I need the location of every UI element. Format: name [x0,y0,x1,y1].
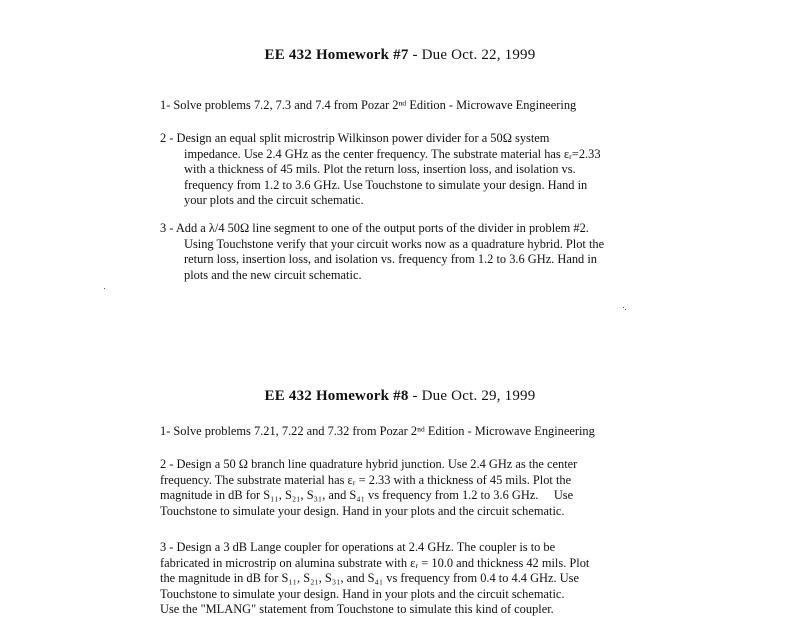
hw7-item-2-line: frequency from 1.2 to 3.6 GHz. Use Touchstone to simulate your design. Hand in [184,177,588,192]
hw8-item-2 [160,457,577,519]
hw7-item-3-line: plots and the new circuit schematic. [184,267,362,282]
scan-speck [625,309,626,310]
hw8-item-2-line: 2 - Design a 50 Ω branch line quadrature hybrid junction. Use 2.4 GHz as the center [160,457,578,471]
hw7-item-3-line: Using Touchstone verify that your circuit works now as a quadrature hybrid. Plot the [184,236,605,251]
hw7-item-2-line: 2 - Design an equal split microstrip Wilkinson power divider for a 50Ω system [160,131,550,145]
hw8-item-1-line: 1- Solve problems 7.21, 7.22 and 7.32 from Pozar 2ⁿᵈ Edition - Microwave Engineering [160,424,595,438]
scan-speck [623,307,624,308]
hw8-item-3-line: 3 - Design a 3 dB Lange coupler for operations at 2.4 GHz. The coupler is to be [160,540,556,554]
hw7-item-3-line: 3 - Add a λ/4 50Ω line segment to one of the output ports of the divider in problem #2. [160,221,589,235]
hw7-item-1 [160,98,576,114]
hw7-item-1-line: 1- Solve problems 7.2, 7.3 and 7.4 from Pozar 2ⁿᵈ Edition - Microwave Engineering [160,98,577,112]
hw7-item-2-line: with a thickness of 45 mils. Plot the return loss, insertion loss, and isolation vs. [184,162,576,177]
hw8-item-2-line: magnitude in dB for S₁₁, S₂₁, S₃₁, and S₄₁ vs frequency from 1.2 to 3.6 GHz. Use [160,488,574,503]
hw8-item-3-line: Use the "MLANG" statement from Touchstone to simulate this kind of coupler. [160,602,554,617]
hw8-title-rest: - Due Oct. 29, 1999 [408,388,536,404]
scan-speck [104,288,105,289]
hw7-item-3-line: return loss, insertion loss, and isolation vs. frequency from 1.2 to 3.6 GHz. Hand in [184,252,597,267]
hw8-item-3-line: Touchstone to simulate your design. Hand in your plots and the circuit schematic. [160,586,565,601]
hw7-item-2 [160,131,601,209]
hw8-item-1 [160,424,595,440]
hw7-item-3 [160,221,604,283]
hw7-title-bold: EE 432 Homework #7 [264,47,409,63]
hw8-item-3 [160,540,589,618]
hw7-item-2-line: impedance. Use 2.4 GHz as the center frequency. The substrate material has εᵣ=2.33 [184,146,601,161]
hw7-title-rest: - Due Oct. 22, 1999 [408,47,536,63]
hw8-item-2-line: frequency. The substrate material has εᵣ = 2.33 with a thickness of 45 mils. Plot the [160,472,572,487]
hw7-title [0,47,800,64]
hw8-item-2-line: Touchstone to simulate your design. Hand in your plots and the circuit schematic. [160,503,565,518]
hw8-item-3-line: the magnitude in dB for S₁₁, S₂₁, S₃₁, and S₄₁ vs frequency from 0.4 to 4.4 GHz. Use [160,571,579,586]
hw7-item-2-line: your plots and the circuit schematic. [184,193,364,208]
hw8-title-bold: EE 432 Homework #8 [264,388,409,404]
hw8-title [0,388,800,405]
hw8-item-3-line: fabricated in microstrip on alumina substrate with εᵣ = 10.0 and thickness 42 mils. Plot [160,555,590,570]
